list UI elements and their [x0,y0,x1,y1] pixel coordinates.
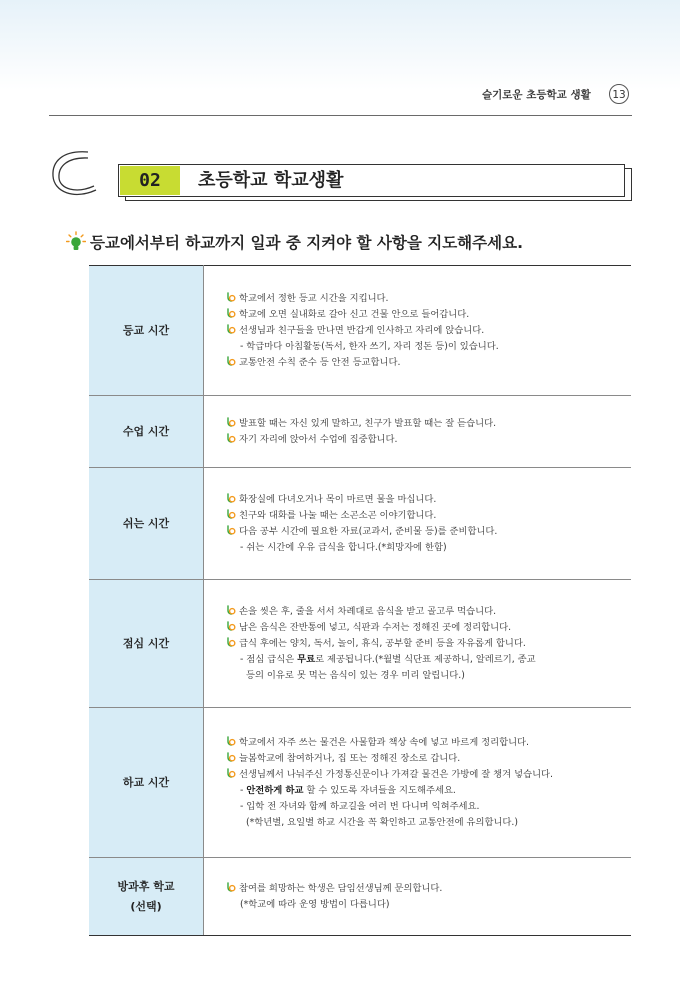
item-text: 학교에 오면 실내화로 갈아 신고 건물 안으로 들어갑니다. [239,308,470,320]
table-row [89,396,631,468]
item-text: 발표할 때는 자신 있게 말하고, 친구가 발표할 때는 잘 듣습니다. [239,417,497,429]
section-title: 초등학교 학교생활 [198,170,344,191]
list-item [226,604,625,620]
list-subitem [226,783,625,799]
item-text: 자기 자리에 앉아서 수업에 집중합니다. [239,433,398,445]
list-item [226,636,625,652]
emphasis-text: 안전하게 하교 [246,784,304,796]
item-text: 손을 씻은 후, 줄을 서서 차례대로 음식을 받고 골고루 먹습니다. [239,605,497,617]
table-row [89,858,631,936]
list-item [226,767,625,783]
page-number: 13 [609,84,629,104]
category-cell [89,266,204,396]
sprout-icon [226,768,236,778]
sprout-icon [226,417,236,427]
item-text: 참여를 희망하는 학생은 담임선생님께 문의합니다. [239,882,443,894]
sprout-icon [226,621,236,631]
sprout-icon [226,433,236,443]
running-header: 슬기로운 초등학교 생활 [482,89,591,101]
list-item [226,735,625,751]
category-cell [89,858,204,936]
item-text: - [240,784,247,796]
section-heading [48,148,638,204]
content-cell [204,396,632,468]
table-row [89,580,631,708]
list-item [226,751,625,767]
sprout-icon [226,525,236,535]
item-text: 다음 공부 시간에 필요한 자료(교과서, 준비물 등)를 준비합니다. [239,525,498,537]
list-item [226,881,625,897]
list-item [226,492,625,508]
sprout-icon [226,308,236,318]
list-item [226,307,625,323]
content-cell [204,708,632,858]
item-text: 할 수 있도록 자녀들을 지도해주세요. [303,784,456,796]
category-cell [89,580,204,708]
category-label: 쉬는 시간 [122,516,170,530]
category-label: 방과후 학교 [117,879,175,893]
lightbulb-icon [66,231,86,253]
guidance-question [66,231,523,253]
list-item [226,323,625,339]
list-subitem [226,652,625,668]
list-item [226,620,625,636]
sprout-icon [226,356,236,366]
sprout-icon [226,736,236,746]
sprout-icon [226,509,236,519]
category-cell [89,708,204,858]
list-item [226,524,625,540]
sprout-icon [226,637,236,647]
emphasis-text: 무료 [297,653,316,665]
item-text: 학교에서 정한 등교 시간을 지킵니다. [239,292,389,304]
category-sublabel: (선택) [130,899,162,913]
list-subitem: - 쉬는 시간에 우유 급식을 합니다.(*희망자에 한함) [240,541,447,553]
list-subitem: 등의 이유로 못 먹는 음식이 있는 경우 미리 알립니다.) [246,669,465,681]
sprout-icon [226,882,236,892]
list-subitem: - 입학 전 자녀와 함께 하교길을 여러 번 다니며 익혀주세요. [240,800,480,812]
item-text: 급식 후에는 양치, 독서, 놀이, 휴식, 공부할 준비 등을 자유롭게 합니다. [239,637,526,649]
list-item [226,508,625,524]
list-item [226,416,625,432]
item-text: 늘봄학교에 참여하거나, 집 또는 정해진 장소로 갑니다. [239,752,461,764]
header-divider [49,115,632,116]
question-text: 등교에서부터 하교까지 일과 중 지켜야 할 사항을 지도해주세요. [90,234,523,252]
daily-routine-table [89,265,631,936]
category-label: 점심 시간 [122,636,170,650]
item-text: 로 제공됩니다.(*월별 식단표 제공하니, 알레르기, 종교 [315,653,536,665]
table-row [89,266,631,396]
list-subitem: (*학년별, 요일별 하교 시간을 꼭 확인하고 교통안전에 유의합니다.) [246,816,519,828]
section-number: 02 [120,166,180,195]
sprout-icon [226,493,236,503]
list-item [226,291,625,307]
list-item [226,355,625,371]
item-text: 남은 음식은 잔반통에 넣고, 식판과 수저는 정해진 곳에 정리합니다. [239,621,512,633]
sprout-icon [226,324,236,334]
item-text: 교통안전 수칙 준수 등 안전 등교합니다. [239,356,401,368]
category-label: 수업 시간 [122,424,170,438]
item-text: - 점심 급식은 [240,653,298,665]
table-row [89,468,631,580]
list-item [226,432,625,448]
section-title-box [118,164,625,197]
content-cell [204,266,632,396]
sprout-icon [226,292,236,302]
category-label: 등교 시간 [122,323,170,337]
sprout-icon [226,752,236,762]
category-label: 하교 시간 [122,775,170,789]
item-text: 선생님께서 나눠주신 가정통신문이나 가져갈 물건은 가방에 잘 챙겨 넣습니다. [239,768,553,780]
list-subitem: (*학교에 따라 운영 방법이 다릅니다) [240,898,390,910]
list-subitem: - 학급마다 아침활동(독서, 한자 쓰기, 자리 정돈 등)이 있습니다. [240,340,499,352]
item-text: 화장실에 다녀오거나 목이 마르면 물을 마십니다. [239,493,437,505]
content-cell [204,580,632,708]
sprout-icon [226,605,236,615]
content-cell [204,858,632,936]
item-text: 학교에서 자주 쓰는 물건은 사물함과 책상 속에 넣고 바르게 정리합니다. [239,736,529,748]
category-cell [89,396,204,468]
item-text: 친구와 대화를 나눌 때는 소곤소곤 이야기합니다. [239,509,437,521]
table-row [89,708,631,858]
content-cell [204,468,632,580]
item-text: 선생님과 친구들을 만나면 반갑게 인사하고 자리에 앉습니다. [239,324,485,336]
category-cell [89,468,204,580]
